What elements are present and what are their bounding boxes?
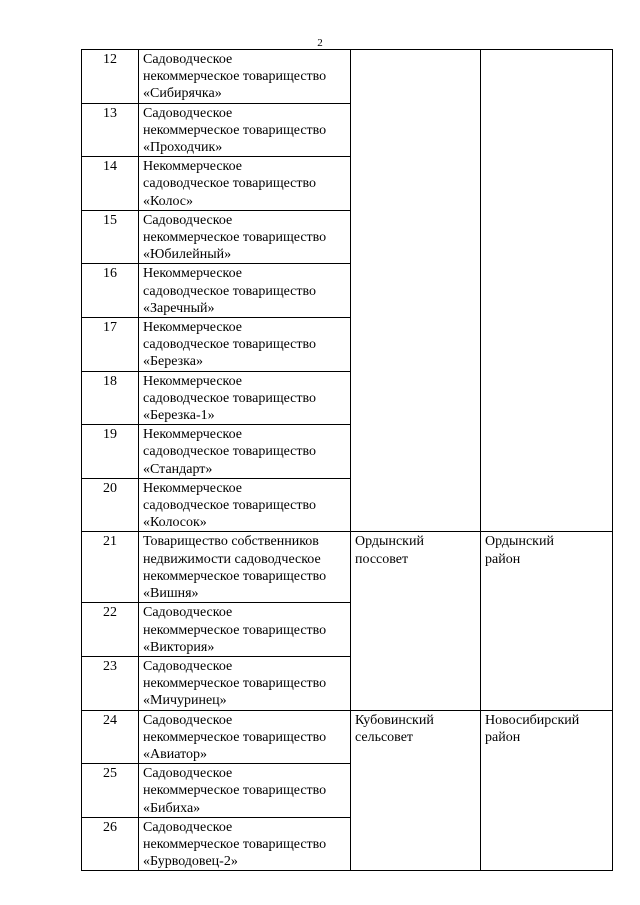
organization-name: Некоммерческое садоводческое товарищество «Стандарт» — [139, 425, 351, 479]
table-row — [82, 532, 613, 603]
organization-name: Садоводческое некоммерческое товарищество «Юбилейный» — [139, 210, 351, 264]
row-number: 14 — [82, 157, 139, 211]
organization-name: Садоводческое некоммерческое товарищество «Сибирячка» — [139, 50, 351, 104]
council-cell: Кубовинский сельсовет — [351, 710, 481, 871]
organization-name: Садоводческое некоммерческое товарищество «Бурводовец-2» — [139, 817, 351, 871]
organization-name: Садоводческое некоммерческое товарищество «Проходчик» — [139, 103, 351, 157]
organization-name: Товарищество собственников недвижимости садоводческое некоммерческое товарищество «Вишня» — [139, 532, 351, 603]
row-number: 26 — [82, 817, 139, 871]
row-number: 24 — [82, 710, 139, 764]
organization-name: Садоводческое некоммерческое товарищество «Мичуринец» — [139, 656, 351, 710]
row-number: 12 — [82, 50, 139, 104]
row-number: 16 — [82, 264, 139, 318]
organization-name: Садоводческое некоммерческое товарищество «Виктория» — [139, 603, 351, 657]
organization-name: Садоводческое некоммерческое товарищество «Авиатор» — [139, 710, 351, 764]
organization-name: Некоммерческое садоводческое товарищество «Колосок» — [139, 478, 351, 532]
organizations-table — [81, 49, 613, 871]
row-number: 21 — [82, 532, 139, 603]
district-cell: Новосибирский район — [481, 710, 613, 871]
row-number: 18 — [82, 371, 139, 425]
organization-name: Некоммерческое садоводческое товарищество «Колос» — [139, 157, 351, 211]
row-number: 15 — [82, 210, 139, 264]
council-cell: Ордынский поссовет — [351, 532, 481, 710]
row-number: 13 — [82, 103, 139, 157]
organization-name: Садоводческое некоммерческое товарищество «Бибиха» — [139, 764, 351, 818]
organization-name: Некоммерческое садоводческое товарищество «Березка» — [139, 318, 351, 372]
district-cell: Ордынский район — [481, 532, 613, 710]
page-number: 2 — [317, 37, 323, 49]
row-number: 25 — [82, 764, 139, 818]
council-cell — [351, 50, 481, 532]
organization-name: Некоммерческое садоводческое товарищество «Заречный» — [139, 264, 351, 318]
row-number: 22 — [82, 603, 139, 657]
table-row — [82, 50, 613, 104]
row-number: 20 — [82, 478, 139, 532]
row-number: 23 — [82, 656, 139, 710]
table-row — [82, 710, 613, 764]
district-cell — [481, 50, 613, 532]
row-number: 17 — [82, 318, 139, 372]
organization-name: Некоммерческое садоводческое товарищество «Березка-1» — [139, 371, 351, 425]
row-number: 19 — [82, 425, 139, 479]
